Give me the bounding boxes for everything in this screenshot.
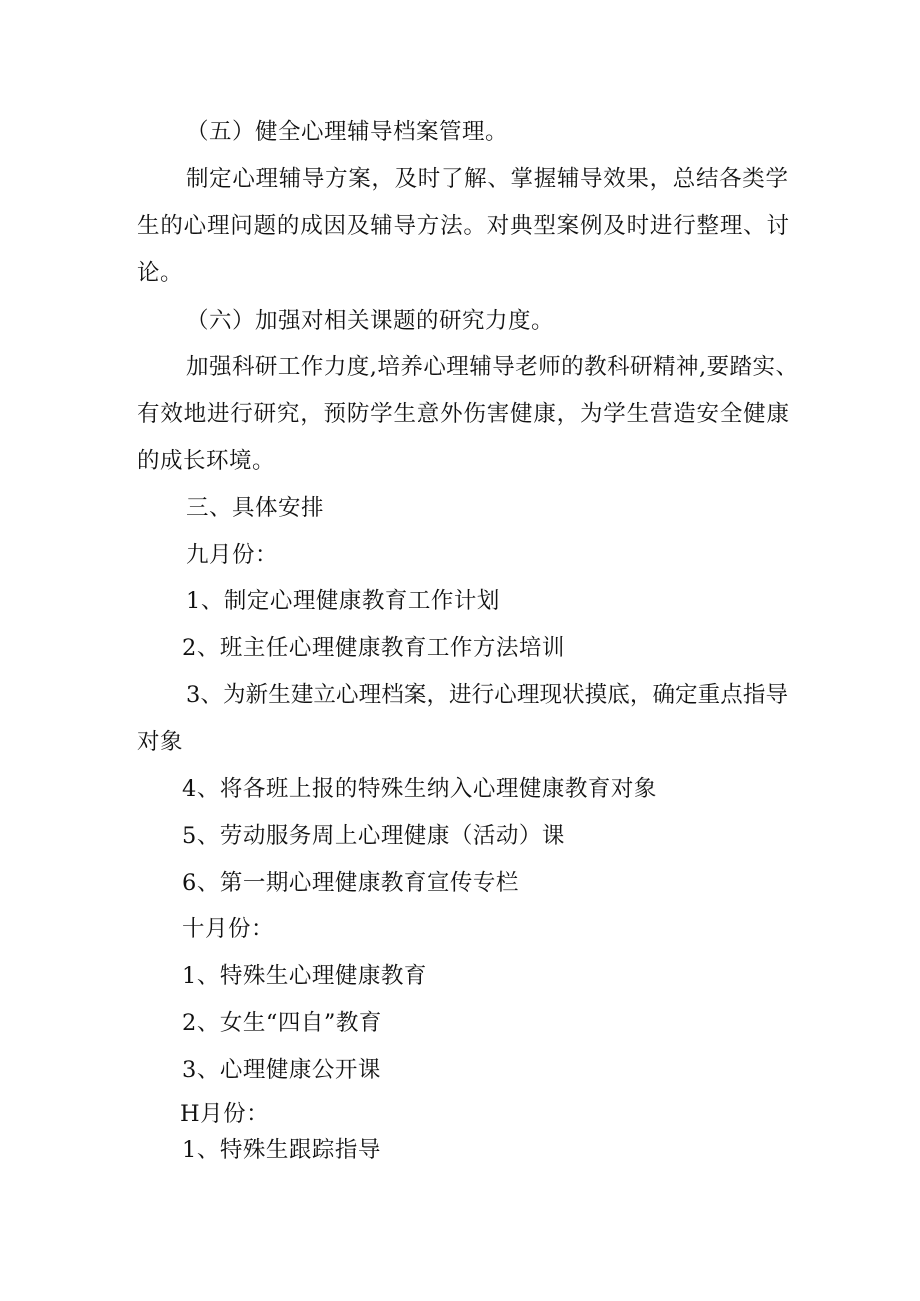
list-item: 1、特殊生跟踪指导	[182, 1137, 381, 1163]
month-heading: 九月份：	[186, 542, 279, 568]
month-heading: 十月份：	[182, 916, 275, 942]
list-item: 3、心理健康公开课	[182, 1057, 381, 1083]
list-item: 1、特殊生心理健康教育	[182, 963, 427, 989]
month-heading: H月份：	[180, 1101, 270, 1127]
list-item: 6、第一期心理健康教育宣传专栏	[182, 870, 519, 896]
paragraph-line: 制定心理辅导方案，及时了解、掌握辅导效果，总结各类学	[186, 166, 788, 192]
section-heading-5: （五）健全心理辅导档案管理。	[186, 119, 509, 145]
list-item: 2、女生“四自”教育	[182, 1010, 382, 1036]
section-heading-3: 三、具体安排	[186, 495, 325, 521]
paragraph-line: 有效地进行研究，预防学生意外伤害健康，为学生营造安全健康	[137, 401, 789, 427]
list-item: 5、劳动服务周上心理健康（活动）课	[182, 823, 565, 849]
paragraph-line: 加强科研工作力度,培养心理辅导老师的教科研精神,要踏实、	[186, 354, 798, 380]
list-item: 4、将各班上报的特殊生纳入心理健康教育对象	[182, 776, 657, 802]
paragraph-line: 论。	[137, 260, 184, 286]
list-item-continuation: 对象	[137, 729, 184, 755]
paragraph-line: 的成长环境。	[137, 448, 276, 474]
list-item: 3、为新生建立心理档案，进行心理现状摸底，确定重点指导	[186, 682, 788, 708]
list-item: 1、制定心理健康教育工作计划	[186, 588, 500, 614]
section-heading-6: （六）加强对相关课题的研究力度。	[186, 308, 555, 334]
paragraph-line: 生的心理问题的成因及辅导方法。对典型案例及时进行整理、讨	[137, 213, 789, 239]
list-item: 2、班主任心理健康教育工作方法培训	[182, 635, 565, 661]
